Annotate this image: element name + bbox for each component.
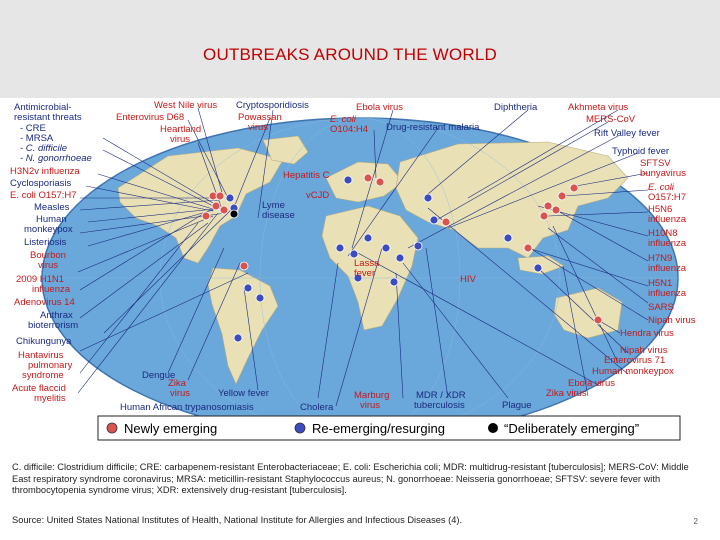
label-resistant-threats: resistant threats <box>14 112 82 123</box>
legend-deliberate-label: “Deliberately emerging” <box>504 421 640 436</box>
marker-reemerging <box>424 194 432 202</box>
label-hantavirus-2: pulmonary <box>28 360 73 371</box>
marker-reemerging <box>256 294 264 302</box>
label-adenovirus: Adenovirus 14 <box>14 297 75 308</box>
label-hantavirus-3: syndrome <box>22 370 64 381</box>
label-marburg: Marburg <box>354 390 390 401</box>
label-powassan-2: virus <box>248 122 269 133</box>
marker-reemerging <box>244 284 252 292</box>
marker-newly <box>540 212 548 220</box>
label-zika-bottom: Zika <box>168 378 186 389</box>
label-sars: SARS <box>648 302 674 313</box>
outbreak-map <box>8 98 708 448</box>
label-crypto: Cryptosporidiosis <box>236 100 309 111</box>
label-akhmeta: Akhmeta virus <box>568 102 629 113</box>
label-enterovirus-d68: Enterovirus D68 <box>116 112 185 123</box>
label-h10n8: H10N8 <box>648 228 678 239</box>
marker-reemerging <box>382 244 390 252</box>
marker-newly <box>544 202 552 210</box>
label-ecoli-right-2: O157:H7 <box>648 192 687 203</box>
label-ecoli-o157-left: E. coli O157:H7 <box>10 190 77 201</box>
label-nipah-right: Nipah virus <box>648 315 696 326</box>
label-drug-malaria: Drug-resistant malaria <box>386 122 480 133</box>
source: Source: United States National Institutes of Health, National Institute for Allergies and Infectious Diseases (4). <box>12 515 463 525</box>
label-h10n8-2: influenza <box>648 238 687 249</box>
label-afm-2: myelitis <box>34 393 66 404</box>
marker-newly <box>376 178 384 186</box>
label-heartland: Heartland <box>160 124 202 135</box>
world-map-svg <box>8 98 708 448</box>
marker-newly <box>524 244 532 252</box>
label-sftsv: SFTSV <box>640 158 671 169</box>
label-powassan: Powassan <box>238 112 282 123</box>
marker-reemerging <box>414 242 422 250</box>
label-mers: MERS-CoV <box>586 114 636 125</box>
label-h1n1-2: influenza <box>32 284 71 295</box>
label-h7n9-2: influenza <box>648 263 687 274</box>
label-listeriosis: Listeriosis <box>24 237 67 248</box>
label-cyclospora: Cyclosporiasis <box>10 178 72 189</box>
label-zika-right: Zika virus <box>546 388 587 399</box>
label-bourbon-2: virus <box>38 260 59 271</box>
label-cholera: Cholera <box>300 402 334 413</box>
legend-reemerging-marker <box>295 423 305 433</box>
label-enterovirus71: Enterovirus 71 <box>604 355 666 366</box>
legend-newly-marker <box>107 423 117 433</box>
marker-reemerging <box>504 234 512 242</box>
label-h5n6-2: influenza <box>648 214 687 225</box>
legend-newly-label: Newly emerging <box>124 421 218 436</box>
label-lyme-2: disease <box>262 210 295 221</box>
label-h1n1: 2009 H1N1 <box>16 274 65 285</box>
marker-deliberate <box>230 210 238 218</box>
label-zika-bottom-2: virus <box>170 388 191 399</box>
legend-deliberate-marker <box>488 423 498 433</box>
marker-newly <box>570 184 578 192</box>
label-mdr-2: tuberculosis <box>414 400 465 411</box>
label-hat: Human African trypanosomiasis <box>120 402 254 413</box>
page-number: 2 <box>693 517 698 526</box>
label-hiv: HIV <box>460 274 476 285</box>
marker-newly <box>212 202 220 210</box>
label-typhoid: Typhoid fever <box>612 146 670 157</box>
label-human-monkeypox: Human <box>36 214 67 225</box>
marker-reemerging <box>396 254 404 262</box>
marker-newly <box>594 316 602 324</box>
marker-newly <box>364 174 372 182</box>
label-anthrax-2: bioterrorism <box>28 320 79 331</box>
label-mrsa: - MRSA <box>20 133 54 144</box>
label-lassa-2: fever <box>354 268 376 279</box>
label-hepatitis-c: Hepatitis C <box>283 170 330 181</box>
label-cdiff: - C. difficile <box>20 143 67 154</box>
marker-newly <box>202 212 210 220</box>
label-antimicrobial: Antimicrobial- <box>14 102 72 113</box>
label-plague: Plague <box>502 400 532 411</box>
label-ecoli-right: E. coli <box>648 182 674 193</box>
marker-reemerging <box>534 264 542 272</box>
label-chikungunya: Chikungunya <box>16 336 72 347</box>
label-afm: Acute flaccid <box>12 383 66 394</box>
label-h7n9: H7N9 <box>648 253 673 264</box>
label-vcjd: vCJD <box>306 190 330 201</box>
marker-newly <box>240 262 248 270</box>
label-mdr: MDR / XDR <box>416 390 466 401</box>
label-west-nile: West Nile virus <box>154 100 218 111</box>
label-diphtheria: Diphtheria <box>494 102 538 113</box>
label-hendra: Hendra virus <box>620 328 674 339</box>
marker-reemerging <box>390 278 398 286</box>
marker-reemerging <box>350 250 358 258</box>
marker-newly <box>220 206 228 214</box>
label-sftsv-2: bunyavirus <box>640 168 686 179</box>
marker-newly <box>552 206 560 214</box>
marker-newly <box>216 192 224 200</box>
label-nipah-2: Nipah virus <box>620 345 668 356</box>
label-h3n2v: H3N2v influenza <box>10 166 80 177</box>
marker-reemerging <box>226 194 234 202</box>
marker-reemerging <box>234 334 242 342</box>
label-h5n1-2: influenza <box>648 288 687 299</box>
label-heartland-2: virus <box>170 134 191 145</box>
label-human-monkeypox-2: monkeypox <box>24 224 73 235</box>
label-measles: Measles <box>34 202 70 213</box>
label-human-monkeypox-r: Human monkeypox <box>592 366 674 377</box>
marker-reemerging <box>344 176 352 184</box>
marker-reemerging <box>364 234 372 242</box>
footnote: C. difficile: Clostridium difficile; CRE: carbapenem-resistant Enterobacteriaceae; E. coli: Escherichia coli; MDR: multidrug-resistant [tuberculosis]; MERS-CoV: Middle East respiratory syndrome coronavirus; MRSA: meticillin-resistant Staphylococcus aureus; N. gonorrhoeae: Neisseria gonorrhoeae; SFTSV: severe fever with thrombocytopenia syndrome virus; XDR: extensively drug-resistant [tuberculosis]. <box>12 462 689 496</box>
legend-reemerging-label: Re-emerging/resurging <box>312 421 445 436</box>
marker-reemerging <box>336 244 344 252</box>
label-dengue: Dengue <box>142 370 176 381</box>
label-rift-valley: Rift Valley fever <box>594 128 660 139</box>
label-marburg-2: virus <box>360 400 381 411</box>
label-ngon: - N. gonorrhoeae <box>20 153 92 164</box>
label-bourbon: Bourbon <box>30 250 66 261</box>
label-h5n1: H5N1 <box>648 278 673 289</box>
label-ebola-bottom: Ebola virus <box>568 378 615 389</box>
label-h5n6: H5N6 <box>648 204 673 215</box>
label-ecoli-o104: E. coli <box>330 114 356 125</box>
marker-reemerging <box>430 216 438 224</box>
label-anthrax: Anthrax <box>40 310 73 321</box>
label-ebola-top: Ebola virus <box>356 102 403 113</box>
label-ecoli-o104-2: O104:H4 <box>330 124 369 135</box>
label-hantavirus: Hantavirus <box>18 350 64 361</box>
legend <box>98 416 680 440</box>
label-lassa: Lassa <box>354 258 380 269</box>
marker-newly <box>558 192 566 200</box>
marker-newly <box>442 218 450 226</box>
label-yellow-fever: Yellow fever <box>218 388 269 399</box>
page-title: OUTBREAKS AROUND THE WORLD <box>203 45 497 64</box>
label-lyme: Lyme <box>262 200 285 211</box>
label-cre: - CRE <box>20 123 46 134</box>
